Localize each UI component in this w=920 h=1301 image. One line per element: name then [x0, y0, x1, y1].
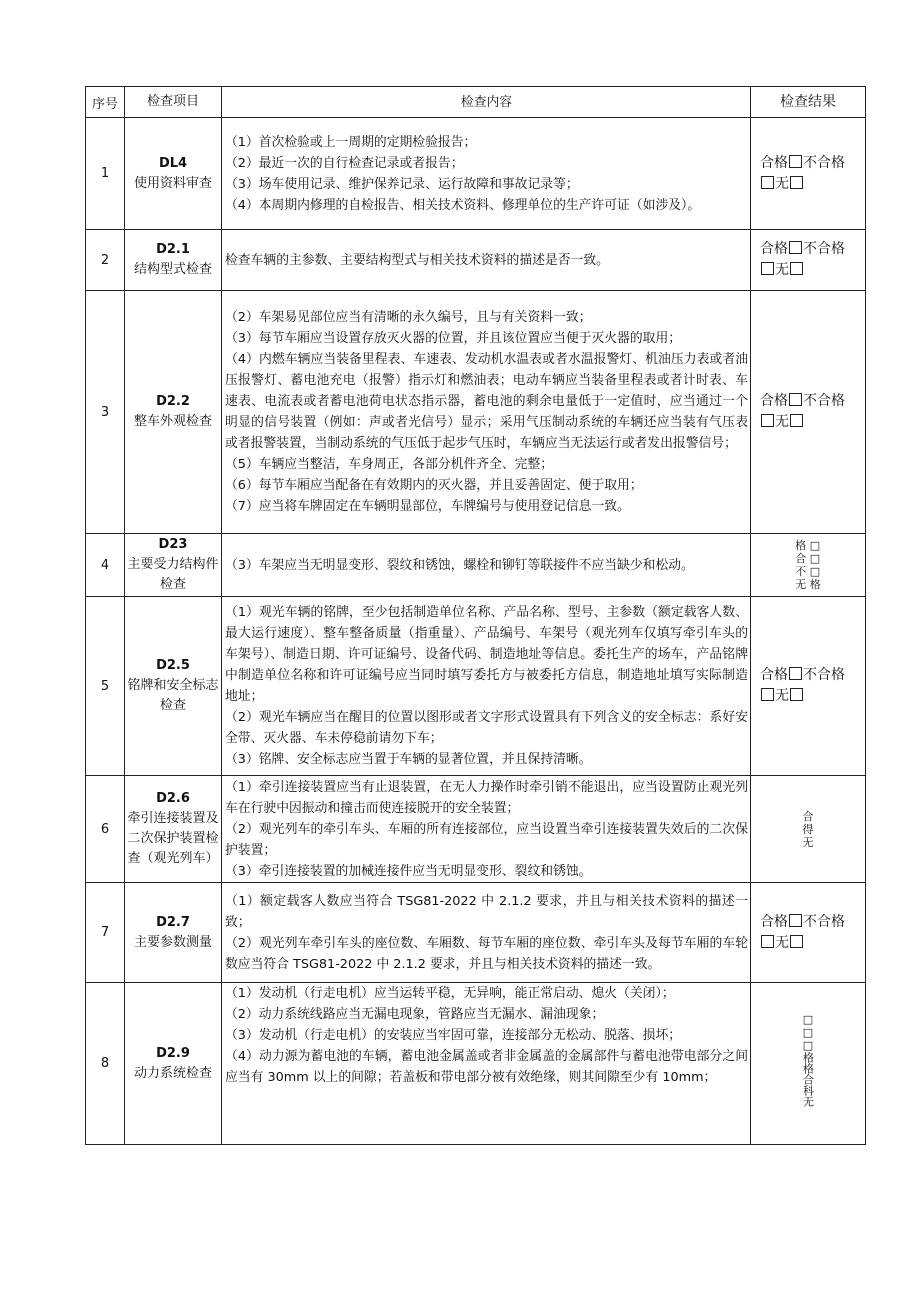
header-content: 检查内容 [222, 87, 751, 118]
checkbox-icon [789, 155, 802, 168]
header-result: 检查结果 [751, 87, 866, 118]
content-line: （6）每节车厢应当配备在有效期内的灭火器，并且妥善固定、便于取用； [225, 478, 643, 493]
item-code: DL4 [158, 155, 188, 171]
check-item [125, 776, 222, 883]
check-content [222, 776, 751, 883]
check-item [125, 230, 222, 291]
check-item [125, 534, 222, 597]
row-number: 8 [86, 983, 125, 1145]
content-line: （1）首次检验或上一周期的定期检验报告； [225, 134, 477, 150]
item-code: D2.6 [156, 791, 190, 806]
checkbox-icon [789, 393, 802, 406]
table-row [86, 291, 866, 534]
content-line: （4）内燃车辆应当装备里程表、车速表、发动机水温表或者水温报警灯、机油压力表或者油压报警灯、蓄电池充电（报警）指示灯和燃油表；电动车辆应当装备里程表或者计时表、车速表、电流表或者蓄电池荷电状态指示器，蓄电池的剩余电量低于一定值时，应当通过一个明显的信号装置（例如：声或者光信号）显示；采用气压制动系统的车辆还应当装有气压表或者报警装置，当制动系统的气压低于起步气压时，车辆应当无法运行或者发出报警信号； [225, 352, 748, 451]
result-grid-row: 无 格 [795, 578, 821, 591]
item-code: D2.9 [156, 1045, 190, 1061]
content-line: （1）额定载客人数应当符合 TSG81-2022 中 2.1.2 要求，并且与相关技术资料的描述一致； [225, 893, 748, 930]
content-line: （1）发动机（行走电机）应当运转平稳，无异响，能正常启动、熄火（关闭）； [225, 986, 675, 1001]
content-line: 检查车辆的主参数、主要结构型式与相关技术资料的描述是否一致。 [225, 252, 609, 268]
content-line: （3）场车使用记录、维护保养记录、运行故障和事故记录等； [225, 176, 579, 192]
checkbox-icon [761, 262, 774, 275]
check-result [751, 983, 866, 1145]
check-item [125, 291, 222, 534]
check-item [125, 597, 222, 776]
result-line: 得 [802, 822, 814, 836]
content-line: （7）应当将车牌固定在车辆明显部位，车牌编号与使用登记信息一致。 [225, 499, 630, 514]
content-line: （2）观光车辆应当在醒目的位置以图形或者文字形式设置具有下列含义的安全标志：系好安全带、灭火器、车未停稳前请勿下车； [225, 710, 748, 746]
check-content [222, 983, 751, 1145]
content-line: （2）动力系统线路应当无漏电现象，管路应当无漏水、漏油现象； [225, 1007, 605, 1022]
check-content [222, 534, 751, 597]
content-line: （1）牵引连接装置应当有止退装置，在无人力操作时牵引销不能退出，应当设置防止观光列车在行驶中因振动和撞击而使连接脱开的安全装置； [225, 779, 748, 816]
row-number: 7 [86, 883, 125, 983]
check-content [222, 230, 751, 291]
checkbox-icon [761, 935, 774, 948]
item-code: D2.5 [156, 658, 190, 673]
item-title: 结构型式检查 [133, 262, 212, 277]
result-line: 合 [802, 809, 814, 823]
result-vertical: □□□格格合科无 [801, 1013, 815, 1107]
item-code: D2.7 [156, 914, 190, 930]
result-options: 合格 不合格无 [760, 913, 845, 951]
result-options: 合格 不合格无 [760, 154, 845, 192]
check-result [751, 776, 866, 883]
result-lines [803, 810, 814, 849]
item-title: 牵引连接装置及二次保护装置检查（观光列车） [127, 811, 219, 866]
table-header-row [86, 87, 866, 118]
content-line: （3）车架应当无明显变形、裂纹和锈蚀，螺栓和铆钉等联接件不应当缺少和松动。 [225, 557, 694, 573]
checkbox-icon [789, 667, 802, 680]
check-content [222, 597, 751, 776]
result-options: 合格 不合格无 [760, 393, 845, 430]
item-title: 动力系统检查 [133, 1065, 212, 1081]
table-row [86, 597, 866, 776]
table-row [86, 983, 866, 1145]
check-result [751, 883, 866, 983]
checkbox-icon [790, 414, 803, 427]
content-line: （3）发动机（行走电机）的安装应当牢固可靠，连接部分无松动、脱落、损坏； [225, 1028, 682, 1043]
row-number: 6 [86, 776, 125, 883]
header-item: 检查项目 [125, 87, 222, 118]
check-result [751, 291, 866, 534]
checkbox-icon [790, 262, 803, 275]
inspection-table [85, 86, 866, 1145]
row-number: 5 [86, 597, 125, 776]
checkbox-icon [790, 688, 803, 701]
result-grid-row: 合 □ [795, 552, 821, 565]
content-line: （4）本周期内修理的自检报告、相关技术资料、修理单位的生产许可证（如涉及）。 [225, 197, 701, 213]
content-line: （2）观光列车的牵引车头、车厢的所有连接部位，应当设置当牵引连接装置失效后的二次保护装置； [225, 821, 748, 858]
checkbox-icon [790, 176, 803, 189]
check-item [125, 118, 222, 230]
row-number: 4 [86, 534, 125, 597]
content-line: （2）车架易见部位应当有清晰的永久编号，且与有关资料一致； [225, 310, 592, 325]
result-line: 无 [802, 835, 814, 849]
check-content [222, 118, 751, 230]
table-row [86, 118, 866, 230]
result-grid-row: 格 □ [795, 539, 821, 552]
table-row [86, 776, 866, 883]
checkbox-icon [761, 414, 774, 427]
item-title: 铭牌和安全标志检查 [127, 678, 219, 713]
check-result [751, 118, 866, 230]
table-row [86, 883, 866, 983]
checkbox-icon [761, 176, 774, 189]
item-title: 整车外观检查 [133, 414, 212, 429]
result-options: 合格 不合格无 [760, 241, 845, 278]
item-code: D23 [158, 537, 188, 552]
content-line: （3）每节车厢应当设置存放灭火器的位置，并且该位置应当便于灭火器的取用； [225, 331, 682, 346]
content-line: （4）动力源为蓄电池的车辆，蓄电池金属盖或者非金属盖的金属部件与蓄电池带电部分之间应当有 30mm 以上的间隙；若盖板和带电部分被有效绝缘，则其间隙至少有 10mm； [225, 1049, 748, 1085]
checkbox-icon [789, 914, 802, 927]
row-number: 1 [86, 118, 125, 230]
checkbox-icon [789, 241, 802, 254]
check-item [125, 983, 222, 1145]
checkbox-icon [790, 935, 803, 948]
item-code: D2.1 [156, 242, 190, 257]
item-title: 主要受力结构件检查 [127, 557, 219, 592]
checkbox-icon [761, 688, 774, 701]
result-options: 合格 不合格无 [760, 667, 845, 704]
table-row [86, 230, 866, 291]
content-line: （2）最近一次的自行检查记录或者报告； [225, 155, 464, 171]
header-no: 序号 [86, 87, 125, 118]
check-result [751, 230, 866, 291]
result-grid [795, 539, 821, 591]
content-line: （5）车辆应当整洁，车身周正，各部分机件齐全、完整； [225, 457, 554, 472]
content-line: （1）观光车辆的铭牌，至少包括制造单位名称、产品名称、型号、主参数（额定载客人数、最大运行速度）、整车整备质量（指重量）、产品编号、车架号（观光列车仅填写牵引车头的车架号）、制造日期、许可证编号、设备代码、制造地址等信息。委托生产的场车，产品铭牌中制造单位名称和许可证编号应当同时填写委托方与被委托方信息，制造地址填写实际制造地址； [225, 605, 748, 704]
item-code: D2.2 [156, 394, 190, 409]
check-item [125, 883, 222, 983]
result-grid-row: 不 □ [795, 565, 821, 578]
content-line: （3）牵引连接装置的加械连接件应当无明显变形、裂纹和锈蚀。 [225, 863, 592, 879]
check-result [751, 597, 866, 776]
table-row [86, 534, 866, 597]
check-content [222, 883, 751, 983]
check-content [222, 291, 751, 534]
row-number: 3 [86, 291, 125, 534]
row-number: 2 [86, 230, 125, 291]
item-title: 主要参数测量 [133, 934, 212, 950]
item-title: 使用资料审查 [133, 175, 212, 191]
content-line: （2）观光列车牵引车头的座位数、车厢数、每节车厢的座位数、牵引车头及每节车厢的车轮数应当符合 TSG81-2022 中 2.1.2 要求，并且与相关技术资料的描述一致。 [225, 935, 748, 972]
content-line: （3）铭牌、安全标志应当置于车辆的显著位置，并且保持清晰。 [225, 752, 592, 767]
check-result [751, 534, 866, 597]
